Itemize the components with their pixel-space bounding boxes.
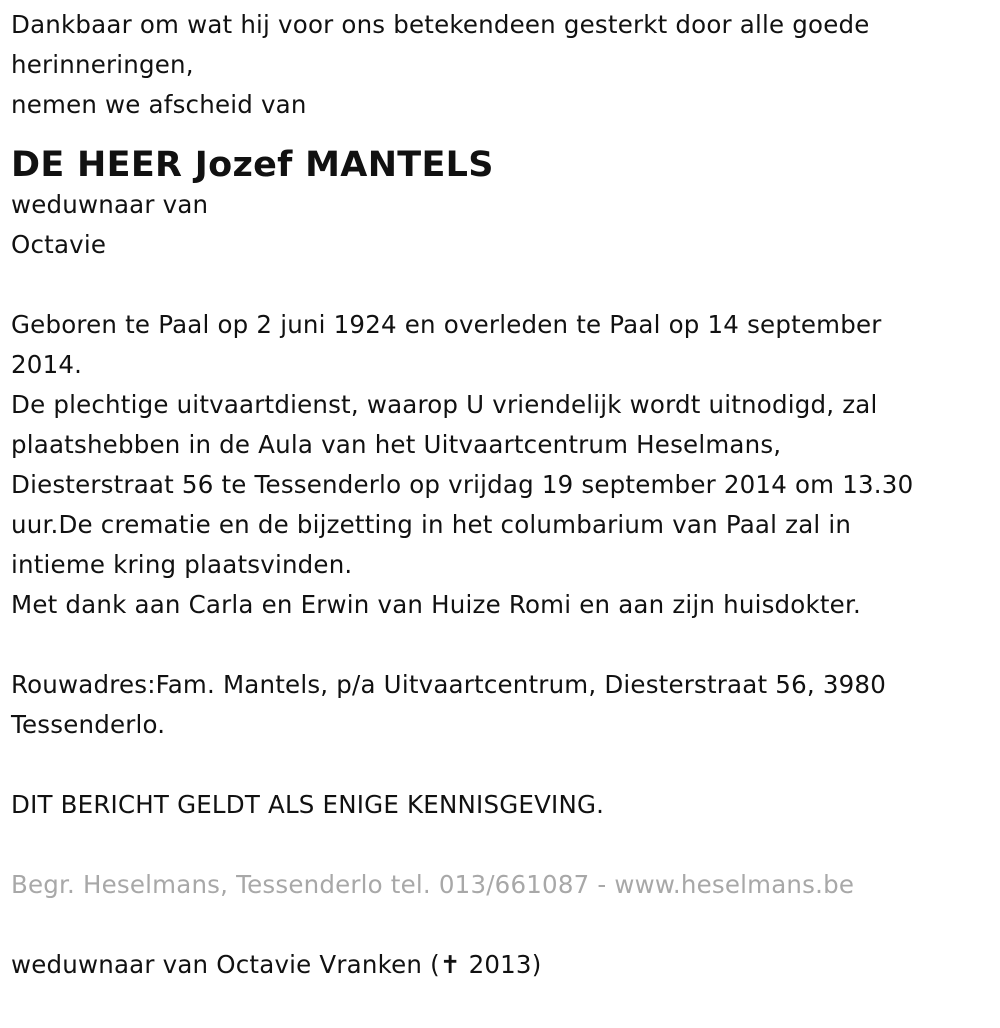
notice-text: DIT BERICHT GELDT ALS ENIGE KENNISGEVING. [11,790,605,819]
service-line-5: intieme kring plaatsvinden. [11,550,353,579]
spacer [11,625,991,665]
address-line-2: Tessenderlo. [11,710,166,739]
undertaker-info: Begr. Heselmans, Tessenderlo tel. 013/661087 - www.heselmans.be [11,870,855,899]
spacer [11,905,991,945]
birth-death-line-1: Geboren te Paal op 2 juni 1924 en overleden te Paal op 14 september [11,310,882,339]
deceased-name: DE HEER Jozef MANTELS [11,145,494,185]
service-line-4: uur.De crematie en de bijzetting in het columbarium van Paal zal in [11,510,852,539]
spacer [11,825,991,865]
service-line-3: Diesterstraat 56 te Tessenderlo op vrijdag 19 september 2014 om 13.30 [11,470,914,499]
spouse-name: Octavie [11,230,107,259]
intro-line-3: nemen we afscheid van [11,90,307,119]
intro-line-2: herinneringen, [11,50,194,79]
address-line-1: Rouwadres:Fam. Mantels, p/a Uitvaartcentrum, Diesterstraat 56, 3980 [11,670,886,699]
service-line-6: Met dank aan Carla en Erwin van Huize Romi en aan zijn huisdokter. [11,590,861,619]
service-line-1: De plechtige uitvaartdienst, waarop U vriendelijk wordt uitnodigd, zal [11,390,878,419]
spacer [11,265,991,305]
spacer [11,745,991,785]
footer-line: weduwnaar van Octavie Vranken (✝ 2013) [11,950,542,979]
obituary-notice [11,0,991,985]
relation-label: weduwnaar van [11,190,209,219]
intro-line-1: Dankbaar om wat hij voor ons betekendeen gesterkt door alle goede [11,10,870,39]
service-line-2: plaatshebben in de Aula van het Uitvaartcentrum Heselmans, [11,430,782,459]
birth-death-line-2: 2014. [11,350,83,379]
